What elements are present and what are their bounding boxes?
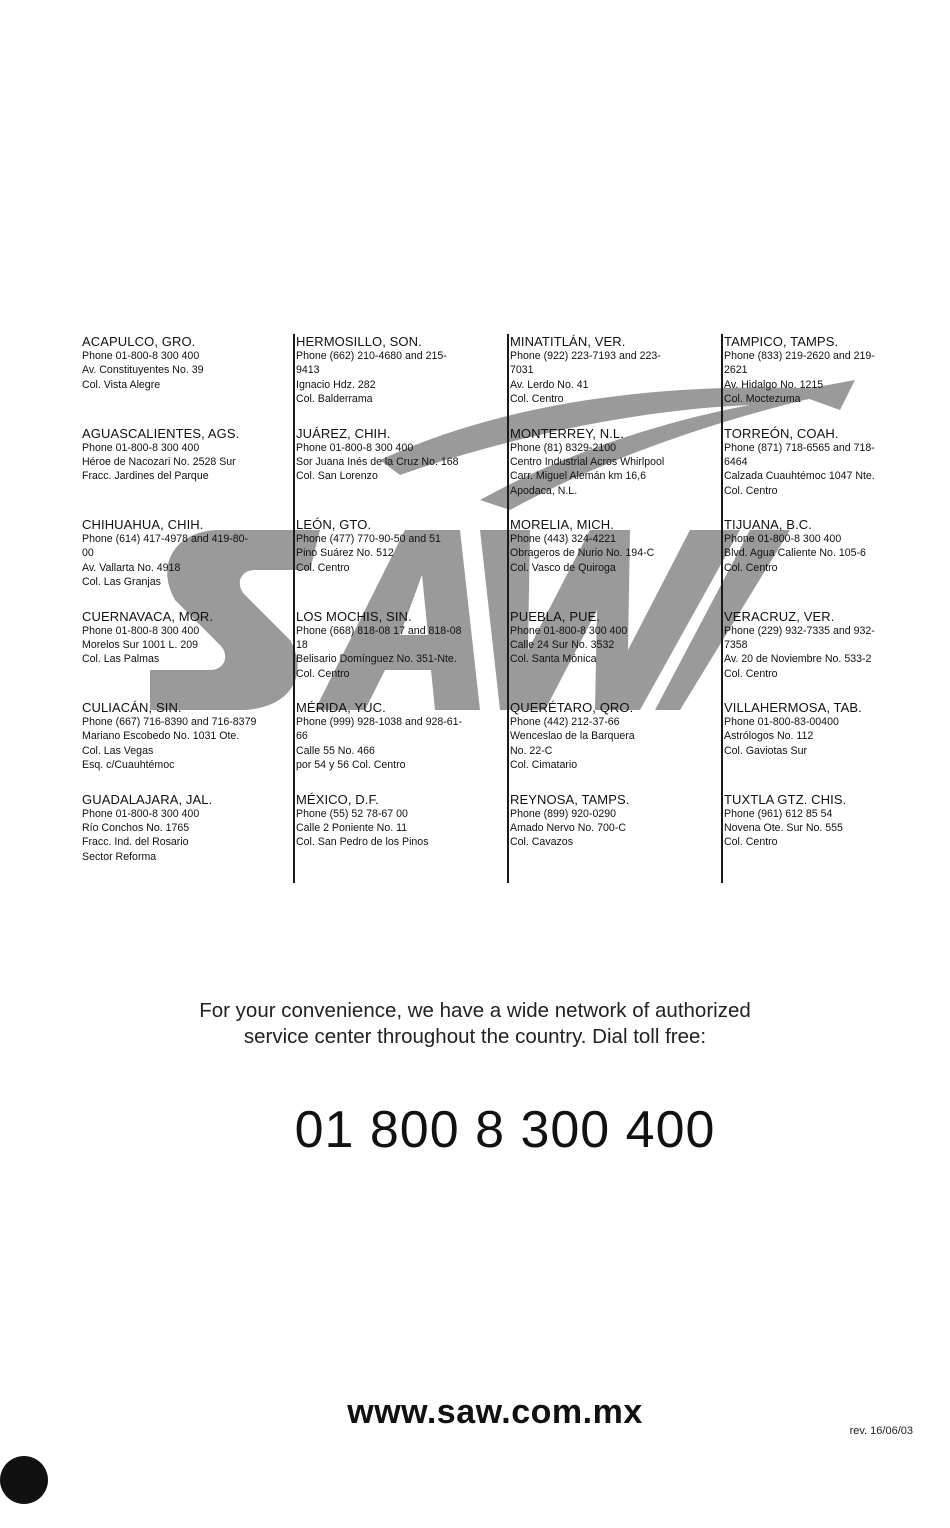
phone-line-continued: 6464 [724, 455, 748, 468]
city-name: ACAPULCO, GRO. [82, 334, 196, 349]
city-name: MÉXICO, D.F. [296, 791, 379, 807]
phone-line: Phone (477) 770-90-50 and 51 [296, 533, 441, 545]
notice-line-2: service center throughout the country. Dial toll free: [243, 1025, 707, 1048]
service-center-entry [296, 609, 502, 701]
address-line: Col. Las Palmas [82, 653, 160, 666]
address-line: Amado Nervo No. 700-C [510, 821, 626, 834]
city-name: TUXTLA GTZ. CHIS. [724, 791, 847, 807]
phone-line-continued: 2621 [724, 364, 748, 377]
city-name: TORREÓN, COAH. [724, 425, 839, 441]
address-line: Av. Vallarta No. 4918 [82, 561, 181, 574]
city-name: HERMOSILLO, SON. [296, 334, 422, 349]
address-line: Col. Vasco de Quiroga [510, 561, 616, 574]
address-line: Morelos Sur 1001 L. 209 [82, 638, 199, 651]
phone-line: Phone 01-800-83-00400 [724, 716, 839, 728]
phone-line: Phone (614) 417-4978 and 419-80- [82, 533, 249, 545]
city-name: AGUASCALIENTES, AGS. [82, 425, 240, 441]
city-name: CUERNAVACA, MOR. [82, 608, 214, 624]
phone-line: Phone (229) 932-7335 and 932- [724, 624, 875, 637]
service-center-entry [510, 334, 716, 426]
page-marker-dot [0, 1456, 48, 1504]
address-line: Col. Centro [724, 484, 778, 497]
phone-line: Phone (833) 219-2620 and 219- [724, 350, 875, 362]
address-line: Mariano Escobedo No. 1031 Ote. [82, 730, 240, 743]
directory-column-3 [510, 334, 724, 883]
city-name: TIJUANA, B.C. [724, 517, 812, 532]
address-line: Belisario Domínguez No. 351-Nte. [296, 653, 457, 666]
phone-line: Phone (442) 212-37-66 [510, 716, 620, 728]
phone-line-continued: 00 [82, 547, 94, 560]
address-line: Av. 20 de Noviembre No. 533-2 [724, 653, 872, 666]
phone-line: Phone (899) 920-0290 [510, 807, 617, 820]
service-center-entry [82, 334, 288, 426]
address-line: por 54 y 56 Col. Centro [296, 759, 406, 772]
address-line: Calle 2 Poniente No. 11 [296, 821, 408, 834]
phone-line: Phone (443) 324-4221 [510, 533, 617, 545]
service-center-entry [82, 426, 288, 518]
address-line: Col. San Pedro de los Pinos [296, 836, 429, 849]
service-center-entry [82, 792, 288, 884]
address-line: Col. Cavazos [510, 836, 573, 849]
website-url[interactable]: www.saw.com.mx [347, 1393, 643, 1431]
address-line: Novena Ote. Sur No. 555 [724, 821, 843, 834]
phone-line: Phone (662) 210-4680 and 215- [296, 350, 447, 362]
service-center-directory [82, 334, 938, 870]
city-name: VERACRUZ, VER. [724, 608, 835, 624]
city-name: CULIACÁN, SIN. [82, 700, 182, 715]
phone-line: Phone (922) 223-7193 and 223- [510, 350, 661, 362]
phone-line: Phone 01-800-8 300 400 [82, 350, 200, 362]
service-center-entry [82, 517, 288, 609]
address-line: Col. Centro [724, 561, 778, 574]
address-line: Pino Suárez No. 512 [296, 547, 394, 560]
address-line: Fracc. Ind. del Rosario [82, 836, 189, 849]
directory-column-2 [296, 334, 510, 883]
address-line: Col. Moctezuma [724, 393, 801, 406]
city-name: JUÁREZ, CHIH. [296, 425, 391, 441]
phone-line: Phone (999) 928-1038 and 928-61- [296, 716, 463, 728]
phone-line-continued: 9413 [296, 364, 320, 377]
city-name: MINATITLÁN, VER. [510, 334, 626, 349]
phone-line: Phone 01-800-8 300 400 [510, 624, 628, 637]
service-center-entry [296, 792, 502, 884]
city-name: MÉRIDA, YUC. [296, 700, 386, 715]
notice-line-1: For your convenience, we have a wide network of authorized [199, 999, 751, 1022]
address-line: Col. Centro [296, 667, 350, 680]
city-name: LEÓN, GTO. [296, 517, 372, 532]
toll-free-number: 01 800 8 300 400 [294, 1101, 716, 1159]
service-center-entry [724, 517, 930, 609]
service-center-entry [510, 792, 716, 884]
address-line: Sor Juana Inés de la Cruz No. 168 [296, 455, 459, 468]
address-line: Col. San Lorenzo [296, 470, 378, 483]
phone-line: Phone 01-800-8 300 400 [82, 807, 200, 820]
address-line: Col. Gaviotas Sur [724, 744, 808, 757]
address-line: Sector Reforma [82, 850, 157, 863]
address-line: Centro Industrial Acros Whirlpool [510, 455, 665, 468]
city-name: QUERÉTARO, QRO. [510, 700, 634, 715]
city-name: TAMPICO, TAMPS. [724, 334, 839, 349]
address-line: Col. Centro [510, 393, 564, 406]
service-center-entry [510, 517, 716, 609]
service-center-entry [724, 426, 930, 518]
address-line: Av. Lerdo No. 41 [510, 378, 589, 391]
city-name: LOS MOCHIS, SIN. [296, 608, 412, 624]
service-center-entry [510, 700, 716, 792]
city-name: PUEBLA, PUE. [510, 608, 601, 624]
phone-line: Phone 01-800-8 300 400 [82, 624, 200, 637]
service-center-entry [296, 334, 502, 426]
address-line: Obrageros de Nurio No. 194-C [510, 547, 655, 560]
address-line: Calzada Cuauhtémoc 1047 Nte. [724, 470, 875, 483]
address-line: Wenceslao de la Barquera [510, 730, 635, 743]
address-line: Blvd. Agua Caliente No. 105-6 [724, 547, 866, 560]
revision-date: rev. 16/06/03 [849, 1425, 913, 1437]
address-line: Esq. c/Cuauhtémoc [82, 759, 175, 772]
phone-line: Phone (55) 52 78-67 00 [296, 807, 408, 820]
address-line: Col. Cimatario [510, 759, 578, 772]
address-line: Calle 55 No. 466 [296, 744, 375, 757]
address-line: Col. Vista Alegre [82, 378, 161, 391]
city-name: MONTERREY, N.L. [510, 425, 624, 441]
service-center-entry [510, 426, 716, 518]
phone-line: Phone (871) 718-6565 and 718- [724, 441, 875, 454]
phone-line: Phone (667) 716-8390 and 716-8379 [82, 716, 257, 728]
address-line: Héroe de Nacozari No. 2528 Sur [82, 455, 236, 468]
address-line: Col. Centro [724, 836, 778, 849]
address-line: Carr. Miguel Alemán km 16,6 [510, 470, 647, 483]
city-name: CHIHUAHUA, CHIH. [82, 517, 204, 532]
service-center-entry [82, 700, 288, 792]
phone-line-continued: 18 [296, 638, 308, 651]
city-name: GUADALAJARA, JAL. [82, 791, 213, 807]
address-line: Ignacio Hdz. 282 [296, 378, 376, 391]
service-center-entry [724, 334, 930, 426]
address-line: Av. Hidalgo No. 1215 [724, 378, 824, 391]
service-network-notice [0, 998, 950, 1050]
city-name: REYNOSA, TAMPS. [510, 791, 630, 807]
phone-line: Phone 01-800-8 300 400 [82, 441, 200, 454]
phone-line-continued: 66 [296, 730, 308, 743]
service-center-entry [724, 609, 930, 701]
city-name: VILLAHERMOSA, TAB. [724, 700, 862, 715]
address-line: Col. Las Vegas [82, 744, 154, 757]
directory-column-1 [82, 334, 296, 883]
phone-line: Phone (961) 612 85 54 [724, 807, 833, 820]
service-center-entry [296, 426, 502, 518]
service-center-entry [296, 700, 502, 792]
address-line: Col. Las Granjas [82, 576, 161, 589]
address-line: Río Conchos No. 1765 [82, 821, 190, 834]
directory-column-4 [724, 334, 938, 883]
address-line: Av. Constituyentes No. 39 [82, 364, 204, 377]
address-line: Astrólogos No. 112 [724, 730, 814, 743]
address-line: No. 22-C [510, 744, 553, 757]
service-center-entry [724, 792, 930, 884]
phone-line: Phone 01-800-8 300 400 [296, 441, 414, 454]
address-line: Col. Centro [724, 667, 778, 680]
phone-line: Phone (668) 818-08 17 and 818-08 [296, 624, 462, 637]
address-line: Fracc. Jardines del Parque [82, 470, 209, 483]
service-center-entry [82, 609, 288, 701]
phone-line-continued: 7031 [510, 364, 534, 377]
address-line: Calle 24 Sur No. 3532 [510, 638, 615, 651]
address-line: Col. Santa Mónica [510, 653, 597, 666]
phone-line-continued: 7358 [724, 638, 748, 651]
address-line: Col. Balderrama [296, 393, 373, 406]
address-line: Apodaca, N.L. [510, 484, 578, 497]
city-name: MORELIA, MICH. [510, 517, 614, 532]
phone-line: Phone 01-800-8 300 400 [724, 533, 842, 545]
service-center-entry [510, 609, 716, 701]
service-center-entry [724, 700, 930, 792]
address-line: Col. Centro [296, 561, 350, 574]
phone-line: Phone (81) 8329-2100 [510, 441, 617, 454]
service-center-entry [296, 517, 502, 609]
